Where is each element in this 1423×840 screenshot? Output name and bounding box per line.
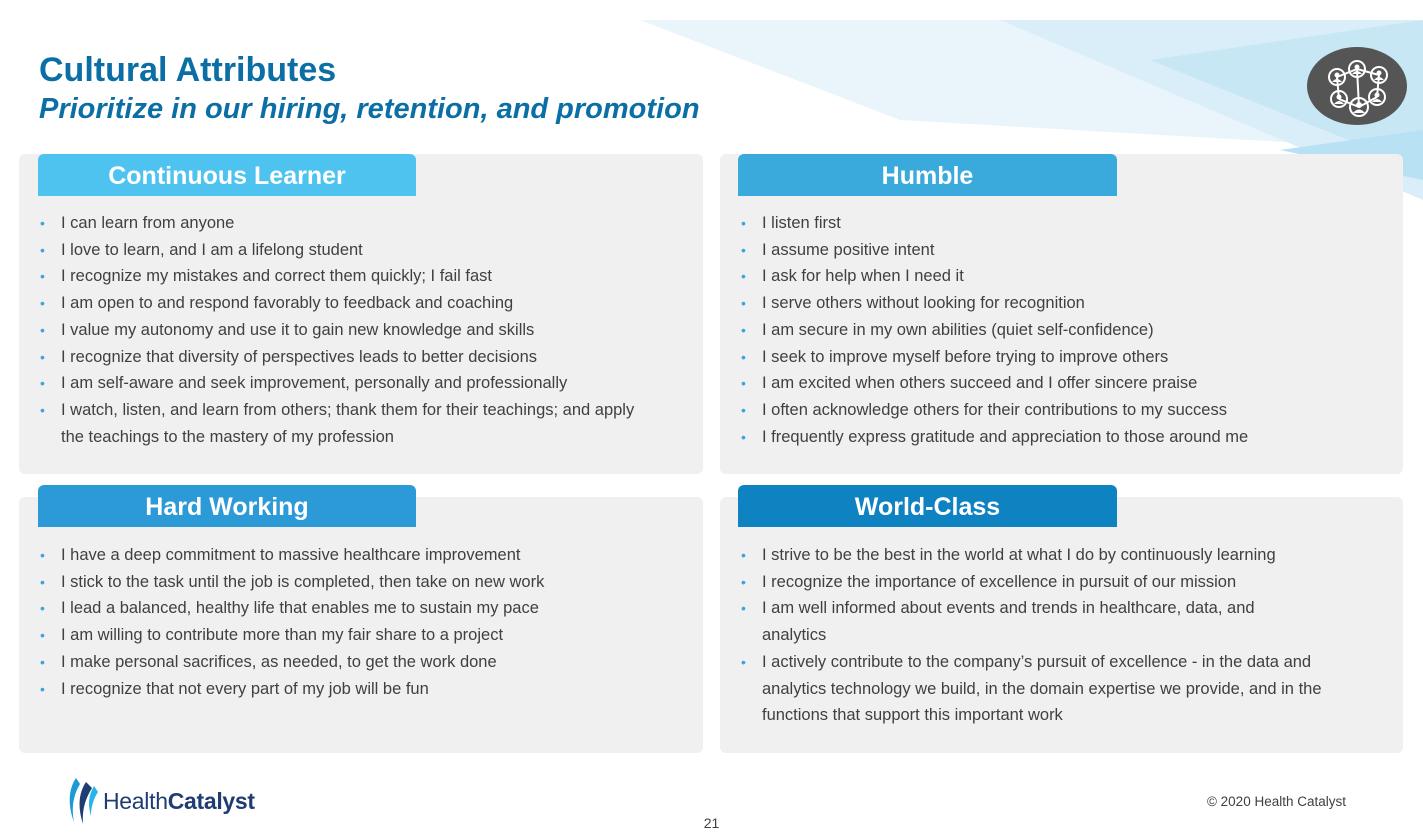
list-item: • I serve others without looking for recognition	[738, 290, 1393, 317]
section-tab-hard-working: Hard Working	[38, 485, 416, 527]
list-item: • I am secure in my own abilities (quiet self-confidence)	[738, 317, 1393, 344]
section-tab-continuous-learner: Continuous Learner	[38, 154, 416, 196]
humble-list	[738, 210, 1393, 450]
health-catalyst-flame-icon	[66, 776, 100, 826]
logo-text: HealthCatalyst	[103, 787, 255, 814]
section-hard-working	[19, 497, 703, 753]
list-item: • I seek to improve myself before trying to improve others	[738, 344, 1393, 371]
list-item: • I assume positive intent	[738, 237, 1393, 264]
list-item: • I recognize the importance of excellence in pursuit of our mission	[738, 569, 1393, 596]
list-item: • I am well informed about events and trends in healthcare, data, and analytics	[738, 595, 1302, 648]
page-title: Cultural Attributes	[39, 51, 337, 89]
list-item: • I ask for help when I need it	[738, 263, 1393, 290]
world-class-list	[738, 542, 1393, 729]
list-item: • I often acknowledge others for their contributions to my success	[738, 397, 1393, 424]
section-tab-world-class: World-Class	[738, 485, 1117, 527]
health-catalyst-logo	[66, 776, 255, 826]
list-item: • I am excited when others succeed and I offer sincere praise	[738, 370, 1393, 397]
network-people-icon	[1307, 47, 1407, 125]
list-item: • I recognize that diversity of perspectives leads to better decisions	[37, 344, 693, 371]
list-item: • I have a deep commitment to massive healthcare improvement	[37, 542, 693, 569]
continuous-learner-list	[37, 210, 693, 450]
list-item: • I am willing to contribute more than my fair share to a project	[37, 622, 693, 649]
list-item: • I lead a balanced, healthy life that enables me to sustain my pace	[37, 595, 693, 622]
list-item: • I watch, listen, and learn from others; thank them for their teachings; and apply the teachings to the mastery of my profession	[37, 397, 661, 450]
list-item: • I am open to and respond favorably to feedback and coaching	[37, 290, 693, 317]
section-continuous-learner	[19, 154, 703, 474]
list-item: • I strive to be the best in the world at what I do by continuously learning	[738, 542, 1393, 569]
list-item: • I listen first	[738, 210, 1393, 237]
list-item: • I recognize that not every part of my job will be fun	[37, 676, 693, 703]
section-humble	[720, 154, 1403, 474]
list-item: • I recognize my mistakes and correct them quickly; I fail fast	[37, 263, 693, 290]
copyright: © 2020 Health Catalyst	[1206, 794, 1346, 809]
section-world-class	[720, 497, 1403, 753]
list-item: • I make personal sacrifices, as needed, to get the work done	[37, 649, 693, 676]
section-tab-humble: Humble	[738, 154, 1117, 196]
list-item: • I love to learn, and I am a lifelong student	[37, 237, 693, 264]
hard-working-list	[37, 542, 693, 702]
page-number: 21	[703, 815, 720, 831]
list-item: • I am self-aware and seek improvement, personally and professionally	[37, 370, 693, 397]
list-item: • I value my autonomy and use it to gain new knowledge and skills	[37, 317, 693, 344]
list-item: • I actively contribute to the company’s pursuit of excellence - in the data and analytics technology we build, in the domain expertise we provide, and in the functions that support this important work	[738, 649, 1322, 729]
list-item: • I can learn from anyone	[37, 210, 693, 237]
page-subtitle: Prioritize in our hiring, retention, and promotion	[39, 93, 700, 125]
list-item: • I stick to the task until the job is completed, then take on new work	[37, 569, 693, 596]
list-item: • I frequently express gratitude and appreciation to those around me	[738, 424, 1393, 451]
